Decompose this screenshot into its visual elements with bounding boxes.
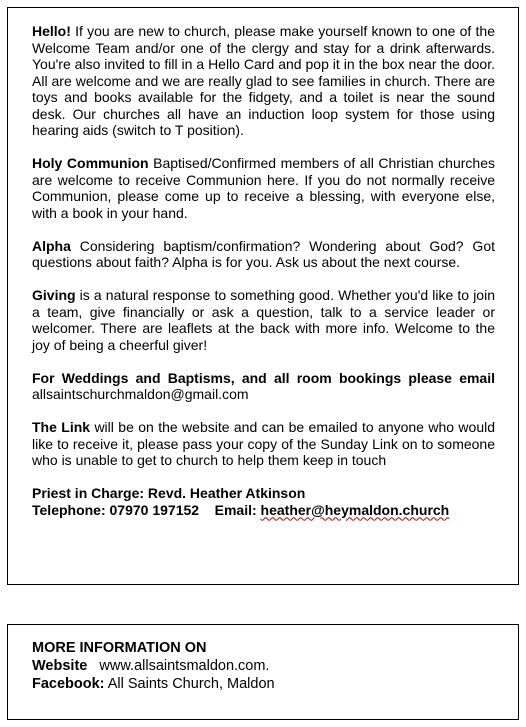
more-info-content bbox=[32, 639, 495, 693]
communion-text: Baptised/Confirmed members of all Christian churches are welcome to receive Communion here. If you do not normally receive Communion, please come up to receive a blessing, with everyone else, with a book in your hand. bbox=[32, 155, 495, 221]
giving-heading: Giving bbox=[32, 287, 76, 303]
bookings-paragraph bbox=[32, 370, 495, 403]
telephone-text: Telephone: 07970 197152 Email: bbox=[32, 501, 261, 518]
facebook-value: All Saints Church, Maldon bbox=[104, 676, 275, 692]
communion-paragraph bbox=[32, 155, 495, 221]
bookings-email: allsaintschurchmaldon@gmail.com bbox=[32, 386, 249, 402]
telephone-line bbox=[32, 502, 495, 519]
website-value: www.allsaintsmaldon.com. bbox=[87, 658, 270, 674]
more-info-heading bbox=[32, 639, 495, 657]
communion-heading: Holy Communion bbox=[32, 155, 149, 171]
notices-box bbox=[7, 7, 519, 585]
website-row bbox=[32, 657, 495, 675]
website-label: Website bbox=[32, 658, 88, 674]
facebook-label: Facebook: bbox=[32, 676, 105, 692]
welcome-heading: Hello! bbox=[32, 23, 71, 39]
contact-block bbox=[32, 485, 495, 518]
bookings-heading: For Weddings and Baptisms, and all room bookings please email bbox=[32, 369, 495, 386]
notices-content bbox=[32, 23, 495, 518]
welcome-paragraph bbox=[32, 23, 495, 139]
giving-text: is a natural response to something good. Whether you'd like to join a team, give financially or ask a question, talk to a service leader or welcomer. There are leaflets at the back with more info. Welcome to the joy of being a cheerful giver! bbox=[32, 287, 495, 353]
alpha-paragraph bbox=[32, 238, 495, 271]
giving-paragraph bbox=[32, 287, 495, 353]
priest-email: heather@heymaldon.church bbox=[260, 501, 450, 518]
alpha-text: Considering baptism/confirmation? Wondering about God? Got questions about faith? Alpha is for you. Ask us about the next course. bbox=[32, 237, 495, 270]
facebook-row bbox=[32, 675, 495, 693]
link-text: will be on the website and can be emailed to anyone who would like to receive it, please pass your copy of the Sunday Link on to someone who is unable to get to church to help them keep in touch bbox=[32, 419, 495, 468]
link-paragraph bbox=[32, 419, 495, 469]
link-heading: The Link bbox=[32, 419, 91, 435]
more-info-box bbox=[7, 624, 519, 720]
welcome-text: If you are new to church, please make yourself known to one of the Welcome Team and/or one of the clergy and stay for a drink afterwards. You're also invited to fill in a Hello Card and pop it in the box near the door. All are welcome and we are really glad to see families in church. There are toys and books available for the fidgety, and a toilet is near the sound desk. Our churches all have an induction loop system for those using hearing aids (switch to T position). bbox=[32, 23, 495, 138]
more-info-heading-text: MORE INFORMATION ON bbox=[32, 640, 207, 656]
priest-line: Priest in Charge: Revd. Heather Atkinson bbox=[32, 485, 306, 501]
alpha-heading: Alpha bbox=[32, 237, 71, 254]
